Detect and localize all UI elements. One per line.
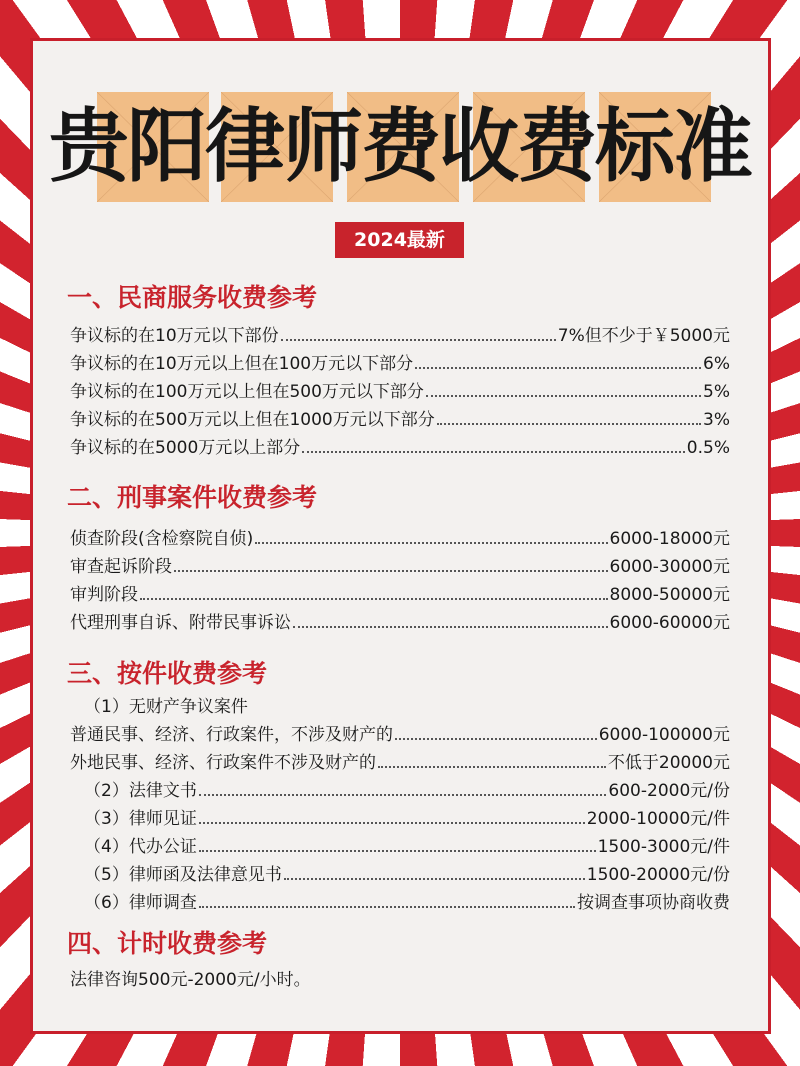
title-banner xyxy=(0,92,800,202)
year-badge: 2024最新 xyxy=(335,222,464,258)
dot-leader xyxy=(293,626,608,628)
dot-leader xyxy=(284,878,585,880)
dot-leader xyxy=(174,570,608,572)
list-item: 代理刑事自诉、附带民事诉讼 6000-60000元 xyxy=(70,613,730,633)
section-heading-hourly: 四、计时收费参考 xyxy=(67,929,268,958)
dot-leader xyxy=(281,339,556,341)
dot-leader xyxy=(395,738,597,740)
list-item: 普通民事、经济、行政案件，不涉及财产的 6000-100000元 xyxy=(70,725,730,745)
dot-leader xyxy=(437,423,701,425)
section-heading-civil: 一、民商服务收费参考 xyxy=(67,283,318,312)
list-item: 争议标的在10万元以下部份 7%但不少于￥5000元 xyxy=(70,326,730,346)
list-item: 外地民事、经济、行政案件不涉及财产的 不低于20000元 xyxy=(70,753,730,773)
list-item: 审判阶段 8000-50000元 xyxy=(70,585,730,605)
dot-leader xyxy=(140,598,608,600)
list-item: 争议标的在500万元以上但在1000万元以下部分 3% xyxy=(70,410,730,430)
subheading: （1）无财产争议案件 xyxy=(84,697,248,717)
list-item: （6）律师调查 按调查事项协商收费 xyxy=(84,893,730,913)
dot-leader xyxy=(415,367,701,369)
list-item: 争议标的在5000万元以上部分 0.5% xyxy=(70,438,730,458)
list-item: （3）律师见证 2000-10000元/件 xyxy=(84,809,730,829)
dot-leader xyxy=(199,794,607,796)
hourly-text: 法律咨询500元-2000元/小时。 xyxy=(70,970,311,990)
list-item: 争议标的在10万元以上但在100万元以下部分 6% xyxy=(70,354,730,374)
dot-leader xyxy=(199,906,575,908)
dot-leader xyxy=(199,850,596,852)
section-heading-criminal: 二、刑事案件收费参考 xyxy=(67,483,318,512)
dot-leader xyxy=(426,395,701,397)
section-heading-per-case: 三、按件收费参考 xyxy=(67,659,268,688)
list-item: 侦查阶段(含检察院自侦) 6000-18000元 xyxy=(70,529,730,549)
page-title: 贵阳律师费收费标准 xyxy=(49,100,751,193)
list-item: 审查起诉阶段 6000-30000元 xyxy=(70,557,730,577)
dot-leader xyxy=(199,822,585,824)
list-item: （2）法律文书 600-2000元/份 xyxy=(84,781,730,801)
list-item: （5）律师函及法律意见书 1500-20000元/份 xyxy=(84,865,730,885)
dot-leader xyxy=(378,766,606,768)
list-item: 争议标的在100万元以上但在500万元以下部分 5% xyxy=(70,382,730,402)
dot-leader xyxy=(255,542,607,544)
list-item: （4）代办公证 1500-3000元/件 xyxy=(84,837,730,857)
dot-leader xyxy=(302,451,685,453)
